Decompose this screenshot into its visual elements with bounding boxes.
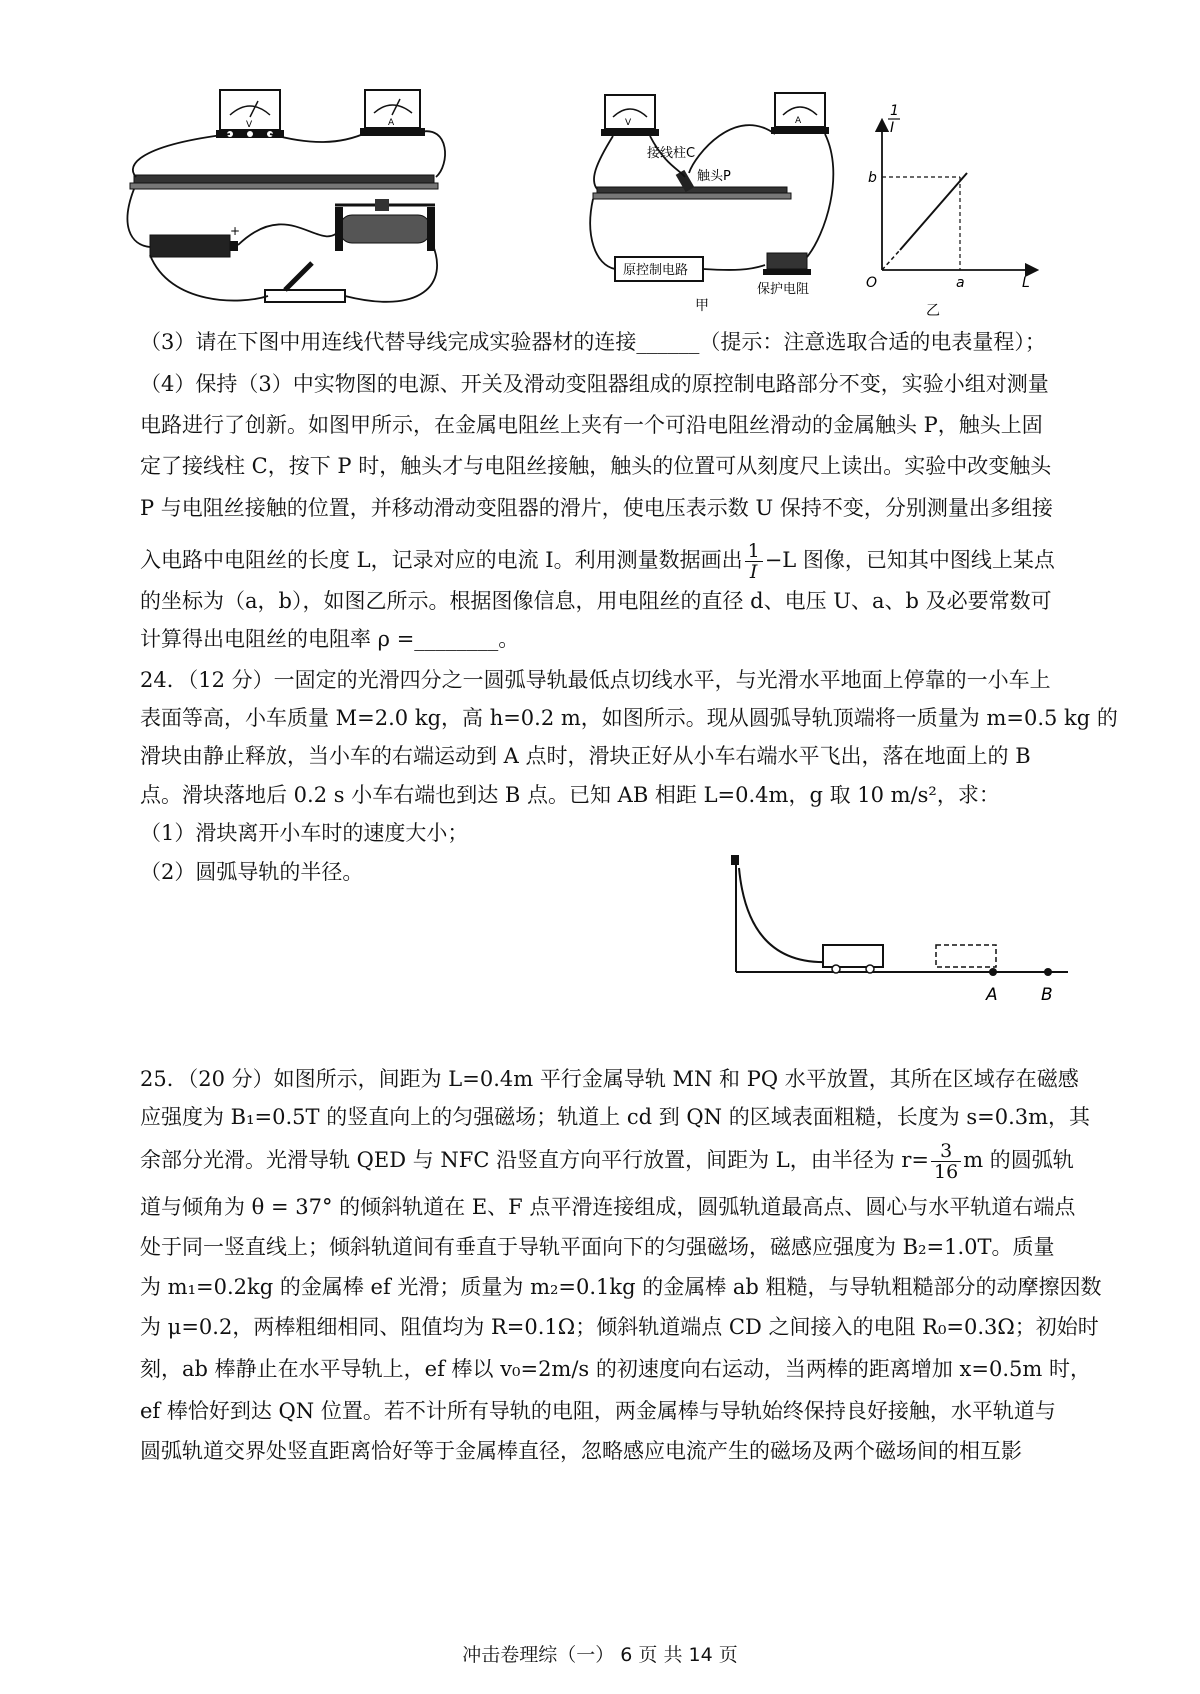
circuit-diagram-left [120,85,540,315]
svg-text:+: + [230,224,241,238]
resistance-wire-board [593,170,791,199]
control-circuit-box [615,257,703,281]
voltmeter-icon [601,95,659,136]
svg-text:A: A [388,118,395,128]
point-a [989,968,997,976]
label-b: B [1041,985,1053,1005]
svg-text:V: V [246,120,253,130]
svg-text:A: A [795,116,802,126]
axis-y-denominator: I [890,120,895,136]
q23-part4-line5: 入电路中电阻丝的长度 L，记录对应的电流 I。利用测量数据画出 $\frac{1}{I}$ −L 图像，已知其中图线上某点 [140,540,1055,583]
circuit-diagram-jia [585,85,845,315]
cart-later [936,945,996,967]
arc-track [739,868,828,962]
fraction-3-over-16: $\frac{3}{16}$ [931,1141,961,1182]
page-footer: 冲击卷理综（一） 6 页 共 14 页 [462,1644,738,1666]
q24-figure [728,850,1098,1020]
q25-line10: 圆弧轨道交界处竖直距离恰好等于金属棒直径，忽略感应电流产生的磁场及两个磁场间的相互影 [140,1439,1022,1463]
q25-line1: 25．（20 分）如图所示，间距为 L=0.4m 平行金属导轨 MN 和 PQ 水平放置，其所在区域存在磁感 [140,1067,1079,1091]
label-contact-p: 触头P [697,169,731,184]
q24-line3: 滑块由静止释放，当小车的右端运动到 A 点时，滑块正好从小车右端水平飞出，落在地面上的 B [140,744,1031,768]
q23-part4-line3: 定了接线柱 C，按下 P 时，触头才与电阻丝接触，触头的位置可从刻度尺上读出。实验中改变触头 [140,454,1052,478]
q23-part4-line7: 计算得出电阻丝的电阻率 ρ =________。 [140,627,520,651]
graph-yi [862,95,1042,320]
axis-y-numerator: 1 [890,103,899,119]
q25-line3: 余部分光滑。光滑导轨 QED 与 NFC 沿竖直方向平行放置，间距为 L，由半径为 r= $\frac{3}{16}$ m 的圆弧轨 [140,1140,1074,1183]
label-b: b [868,170,877,186]
q25-line7: 为 μ=0.2，两棒粗细相同、阻值均为 R=0.1Ω；倾斜轨道端点 CD 之间接入的电阻 R₀=0.3Ω；初始时 [140,1315,1099,1339]
svg-text:保护电阻: 保护电阻 [757,282,810,297]
q24-sub2: （2）圆弧导轨的半径。 [140,860,364,884]
label-origin: O [866,275,878,291]
q25-line2: 应强度为 B₁=0.5T 的竖直向上的匀强磁场；轨道上 cd 到 QN 的区域表面粗糙，长度为 s=0.3m，其 [140,1105,1091,1129]
rheostat-icon [335,199,435,251]
voltmeter-icon [216,90,284,138]
q23-part3: （3）请在下图中用连线代替导线完成实验器材的连接______（提示：注意选取合适的电表量程）； [140,330,1046,354]
label-a: A [986,985,998,1005]
caption-yi: 乙 [926,303,940,319]
q24-sub1: （1）滑块离开小车时的速度大小； [140,821,469,845]
q25-line5: 处于同一竖直线上；倾斜轨道间有垂直于导轨平面向下的匀强磁场，磁感应强度为 B₂=1.0T。质量 [140,1235,1055,1259]
q23-part4-line1: （4）保持（3）中实物图的电源、开关及滑动变阻器组成的原控制电路部分不变，实验小组对测量 [140,372,1049,396]
label-a: a [956,275,965,291]
q25-line6: 为 m₁=0.2kg 的金属棒 ef 光滑；质量为 m₂=0.1kg 的金属棒 ab 粗糙，与导轨粗糙部分的动摩擦因数 [140,1275,1102,1299]
battery-icon [150,224,240,257]
cart [823,945,883,967]
svg-text:V: V [625,118,632,128]
q23-part4-line2: 电路进行了创新。如图甲所示，在金属电阻丝上夹有一个可沿电阻丝滑动的金属触头 P，触头上固 [140,413,1043,437]
q23-part4-line6: 的坐标为（a，b），如图乙所示。根据图像信息，用电阻丝的直径 d、电压 U、a、b 及必要常数可 [140,589,1052,613]
q24-line2: 表面等高，小车质量 M=2.0 kg，高 h=0.2 m，如图所示。现从圆弧导轨顶端将一质量为 m=0.5 kg 的 [140,706,1118,730]
point-b [1044,968,1052,976]
q25-line8: 刻，ab 棒静止在水平导轨上，ef 棒以 v₀=2m/s 的初速度向右运动，当两棒的距离增加 x=0.5m 时， [140,1357,1091,1381]
axis-x-label: L [1022,275,1030,291]
q24-line4: 点。滑块落地后 0.2 s 小车右端也到达 B 点。已知 AB 相距 L=0.4m，g 取 10 m/s²，求： [140,783,1000,807]
q23-part4-line4: P 与电阻丝接触的位置，并移动滑动变阻器的滑片，使电压表示数 U 保持不变，分别测量出多组接 [140,496,1053,520]
fraction-1-over-i: $\frac{1}{I}$ [745,541,763,582]
ammeter-icon [360,90,425,136]
protect-resistor-icon [757,253,811,297]
label-terminal-c: 接线柱C [647,146,696,161]
q24-line1: 24．（12 分）一固定的光滑四分之一圆弧导轨最低点切线水平，与光滑水平地面上停靠的一小车上 [140,668,1051,692]
caption-jia: 甲 [695,298,709,314]
ammeter-icon [771,93,829,134]
q25-line9: ef 棒恰好到达 QN 位置。若不计所有导轨的电阻，两金属棒与导轨始终保持良好接触，水平轨道与 [140,1399,1056,1423]
svg-text:原控制电路: 原控制电路 [623,263,689,278]
resistance-wire-board [130,175,438,189]
switch-icon [265,263,345,302]
q25-line4: 道与倾角为 θ = 37° 的倾斜轨道在 E、F 点平滑连接组成，圆弧轨道最高点、圆心与水平轨道右端点 [140,1195,1076,1219]
